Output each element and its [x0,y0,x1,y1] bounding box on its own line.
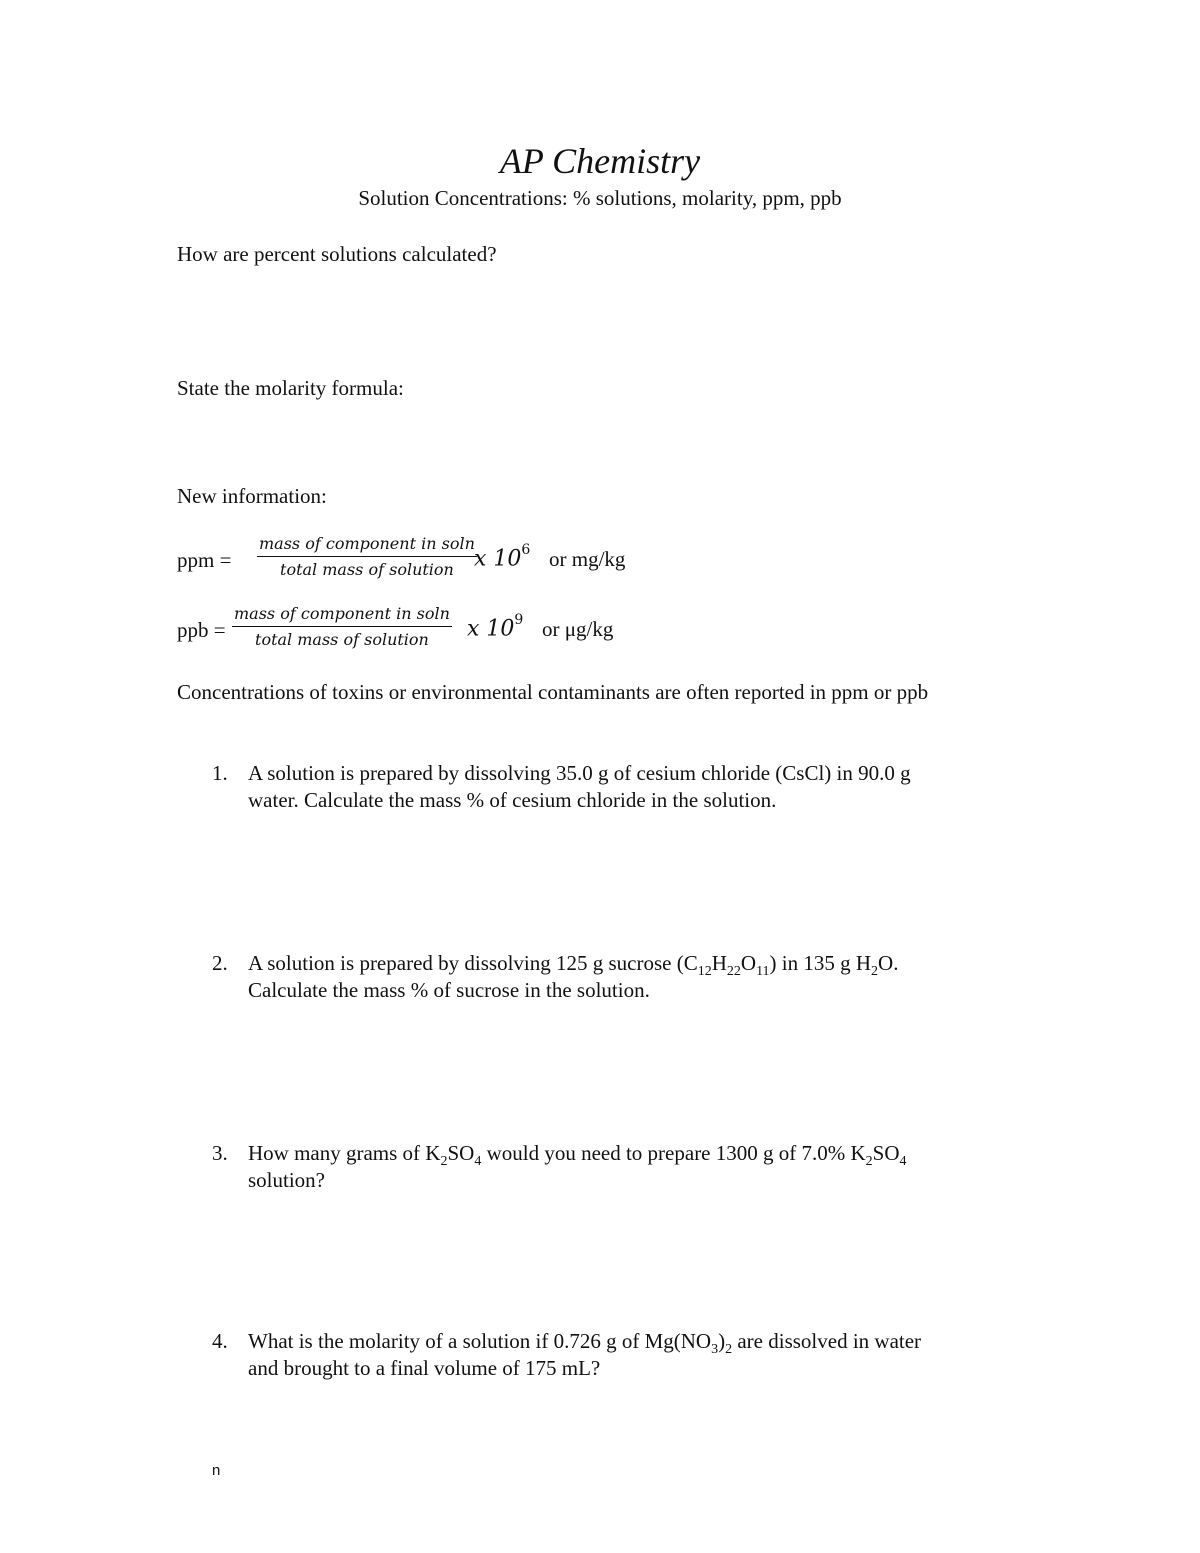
footer-mark: n [212,1462,221,1479]
ppm-unit: or mg/kg [549,547,626,571]
ppb-exponent: 9 [514,612,524,628]
ppb-lhs: ppb = [177,618,226,642]
ppb-formula [177,604,697,654]
question-text: What is the molarity of a solution if 0.726 g of $Mg(NO_3)_2$ are dissolved in water and brought to a final volume of 175 mL? [248,1329,922,1380]
ppb-multiplier: x $10^9$ [467,612,524,642]
question-number: 1. [212,761,228,785]
question-text: A solution is prepared by dissolving 35.0 g of cesium chloride (CsCl) in 90.0 g water. Calculate the mass % of cesium chloride in the solution. [248,761,911,812]
ppm-exponent: 6 [521,542,531,558]
ppm-numerator: mass of component in soln [257,534,477,557]
question-number: 4. [212,1329,228,1353]
question-text: A solution is prepared by dissolving 125 g sucrose $(C_{12}H_{22}O_{11})$ in 135 g $H_2O$. Calculate the mass % of sucrose in the solution. [248,951,899,1002]
ppm-fraction [257,534,477,579]
ppm-multiplier: x $10^6$ [474,542,531,572]
ppb-fraction [232,604,452,649]
ppb-numerator: mass of component in soln [232,604,452,627]
question-number: 3. [212,1141,228,1165]
ppm-denominator: total mass of solution [280,560,454,579]
ppb-denominator: total mass of solution [255,630,429,649]
page-subtitle: Solution Concentrations: % solutions, molarity, ppm, ppb [358,186,842,210]
question-text: How many grams of $K_2SO_4$ would you need to prepare 1300 g of 7.0% $K_2SO_4$ solution? [248,1141,907,1192]
concentration-note: Concentrations of toxins or environmental contaminants are often reported in ppm or ppb [177,680,929,704]
percent-prompt: How are percent solutions calculated? [177,242,497,266]
new-info-heading: New information: [177,484,327,508]
molarity-prompt: State the molarity formula: [177,376,404,400]
page-title: AP Chemistry [499,141,701,181]
ppm-lhs: ppm = [177,548,232,572]
question-number: 2. [212,951,228,975]
ppb-unit: or μg/kg [542,617,614,641]
ppm-formula [177,534,697,584]
